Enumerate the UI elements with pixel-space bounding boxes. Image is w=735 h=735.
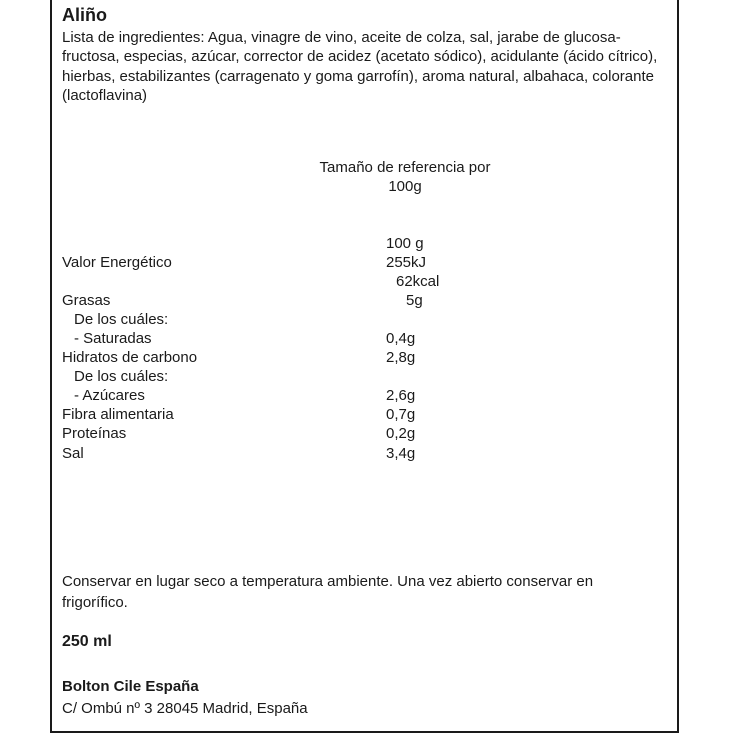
- energy-kcal-value: 62kcal: [396, 273, 440, 290]
- storage-instructions: Conservar en lugar seco a temperatura ambiente. Una vez abierto conservar en frigorífico.: [62, 573, 594, 611]
- reference-size-heading: [280, 158, 530, 196]
- company-address: C/ Ombú nº 3 28045 Madrid, España: [62, 700, 308, 717]
- reference-size-line1: Tamaño de referencia por: [319, 159, 491, 176]
- nutrition-row-label: - Azúcares: [74, 387, 145, 404]
- nutrition-row-value: 3,4g: [386, 445, 416, 462]
- net-volume: 250 ml: [62, 633, 112, 650]
- nutrition-row-label: De los cuáles:: [74, 311, 169, 328]
- nutrition-row-label: De los cuáles:: [74, 368, 169, 385]
- nutrition-row-label: Proteínas: [62, 425, 127, 442]
- nutrition-column-header: 100 g: [386, 235, 424, 252]
- nutrition-row-value: 0,7g: [386, 406, 416, 423]
- reference-size-line2: 100g: [388, 178, 422, 195]
- energy-kj-value: 255kJ: [386, 254, 427, 271]
- nutrition-row-value: 0,4g: [386, 330, 416, 347]
- nutrition-row-value: 2,8g: [386, 349, 416, 366]
- nutrition-row-label: Hidratos de carbono: [62, 349, 198, 366]
- nutrition-row-value: 5g: [406, 292, 423, 309]
- nutrition-row-value: 2,6g: [386, 387, 416, 404]
- nutrition-row-value: 0,2g: [386, 425, 416, 442]
- company-name: Bolton Cile España: [62, 678, 199, 695]
- nutrition-row-label: Fibra alimentaria: [62, 406, 174, 423]
- nutrition-row-label: - Saturadas: [74, 330, 152, 347]
- nutrition-row-label: Sal: [62, 445, 84, 462]
- nutrition-row-label: Grasas: [62, 292, 111, 309]
- energy-label: Valor Energético: [62, 254, 172, 271]
- product-title: Aliño: [62, 5, 107, 25]
- ingredients-list: Lista de ingredientes: Agua, vinagre de vino, aceite de colza, sal, jarabe de glucosa-fructosa, especias, azúcar, corrector de acidez (acetato sódico), acidulante (ácido cítrico), hierbas, estabilizantes (carragenato y goma garrofín), aroma natural, albahaca, colorante (lactoflavina): [62, 29, 658, 104]
